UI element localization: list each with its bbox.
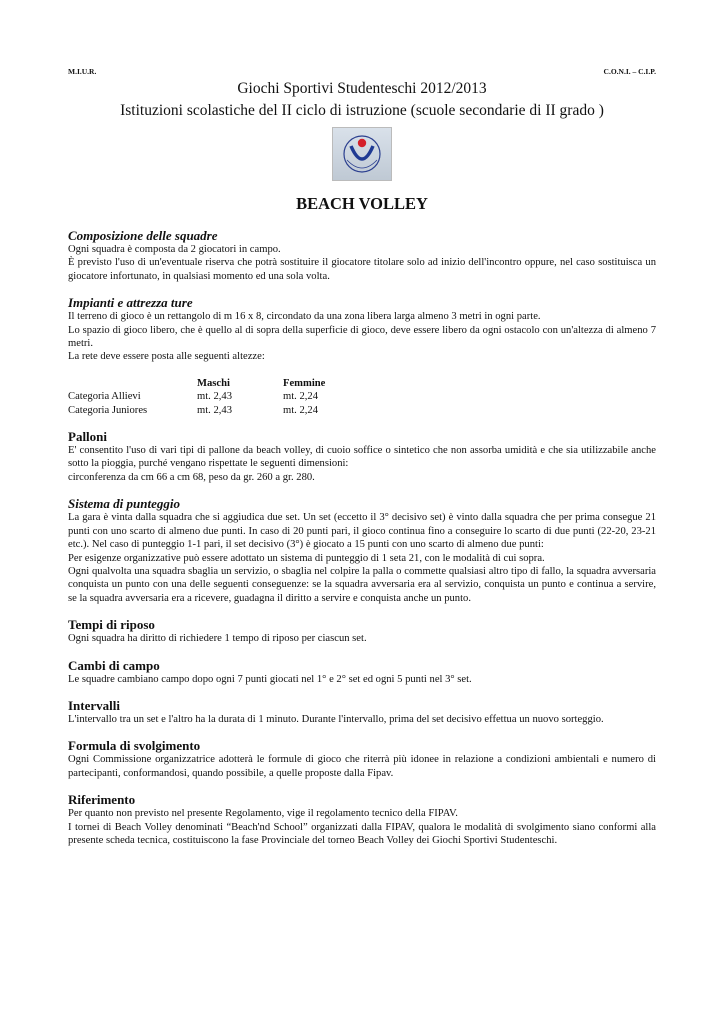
paragraph: Le squadre cambiano campo dopo ogni 7 punti giocati nel 1° e 2° set ed ogni 5 punti nel 3° set. [68, 673, 472, 685]
section-formula [68, 738, 656, 780]
paragraph: Ogni qualvolta una squadra sbaglia un servizio, o sbaglia nel colpire la palla o commette qualsiasi altro tipo di fallo, la squadra avversaria conquista un punto con una delle seguenti conseguenze: se la squadra avversaria era al servizio, conquista un punto e continua a servire, se la squadra avversaria era a ricevere, guadagna il diritto a servire e conquista anche un punto. [68, 565, 656, 604]
header-left: M.I.U.R. [68, 67, 97, 76]
paragraph: È previsto l'uso di un'eventuale riserva che potrà sostituire il giocatore titolare solo ad inizio dell'incontro oppure, nel caso sostituisca un giocatore infortunato, in qualsiasi momento ed una sola volta. [68, 257, 656, 282]
paragraph: Lo spazio di gioco libero, che è quello al di sopra della superficie di gioco, deve essere libero da ogni ostacolo con un'altezza di almeno 7 metri. [68, 324, 656, 350]
section-title: Composizione delle squadre [68, 228, 218, 243]
section-riferimento [68, 792, 656, 847]
section-title: Formula di svolgimento [68, 738, 201, 754]
table-cell: Categoria Allievi [68, 391, 141, 403]
paragraph: La rete deve essere posta alle seguenti altezze: [68, 351, 265, 363]
header-right: C.O.N.I. – C.I.P. [603, 67, 656, 76]
coni-volley-logo-icon [332, 127, 392, 181]
section-intervalli [68, 698, 656, 726]
section-punteggio [68, 496, 656, 605]
section-palloni [68, 429, 656, 484]
paragraph: Per esigenze organizzative può essere adottato un sistema di punteggio di 1 seta 21, con le modalità di cui sopra. [68, 552, 545, 564]
paragraph: La gara è vinta dalla squadra che si aggiudica due set. Un set (eccetto il 3° decisivo set) è vinto dalla squadra che per prima consegue 21 punti con uno scarto di almeno due punti. In caso di 20 punti pari, il gioco continua fino a conseguire lo scarto di due punti (22-20, 23-21 etc.). Nel caso di punteggio 1-1 pari, il set decisivo (3°) è giocato a 15 punti con uno scarto di almeno due punti: [68, 512, 656, 551]
section-impianti [68, 295, 656, 417]
table-cell: mt. 2,24 [283, 404, 319, 416]
paragraph: I tornei di Beach Volley denominati “Beach'nd School” organizzati dalla FIPAV, qualora le modalità di svolgimento siano conformi alla presente scheda tecnica, costituiscono la fase Provinciale del torneo Beach Volley dei Giochi Sportivi Studenteschi. [68, 821, 656, 846]
section-title: Impianti e attrezza ture [68, 295, 193, 311]
document-title: BEACH VOLLEY [296, 194, 428, 213]
table-cell: mt. 2,43 [197, 391, 233, 403]
section-title: Cambi di campo [68, 657, 160, 673]
title-line-1: Giochi Sportivi Studenteschi 2012/2013 [237, 80, 487, 97]
section-composizione [68, 228, 656, 283]
table-row [68, 404, 656, 417]
paragraph: Per quanto non previsto nel presente Regolamento, vige il regolamento tecnico della FIPAV. [68, 808, 458, 820]
header-row [68, 67, 656, 76]
section-title: Tempi di riposo [68, 617, 155, 633]
paragraph: Ogni squadra ha diritto di richiedere 1 tempo di riposo per ciascun set. [68, 633, 367, 645]
table-header-cell: Maschi [197, 377, 230, 389]
section-title: Intervalli [68, 697, 120, 713]
section-tempi-di-riposo [68, 617, 656, 645]
section-title: Riferimento [68, 792, 136, 808]
paragraph: Ogni Commissione organizzatrice adotterà le formule di gioco che riterrà più idonee in relazione a condizioni ambientali e numero di partecipanti, conformandosi, quando possibile, a quelle proposte dalla Fipav. [68, 754, 656, 779]
section-title: Palloni [68, 429, 108, 445]
paragraph: circonferenza da cm 66 a cm 68, peso da gr. 260 a gr. 280. [68, 471, 315, 483]
document-page [68, 60, 656, 847]
table-cell: mt. 2,43 [197, 404, 233, 416]
table-header-cell [68, 377, 197, 390]
title-line-2: Istituzioni scolastiche del II ciclo di istruzione (scuole secondarie di II grado ) [120, 102, 604, 119]
section-cambi-di-campo [68, 658, 656, 686]
paragraph: L'intervallo tra un set e l'altro ha la durata di 1 minuto. Durante l'intervallo, prima del set decisivo effettua un nuovo sorteggio. [68, 713, 604, 725]
table-header-cell: Femmine [283, 377, 326, 389]
paragraph: Il terreno di gioco è un rettangolo di m 16 x 8, circondato da una zona libera larga almeno 3 metri in ogni parte. [68, 311, 541, 323]
paragraph: Ogni squadra è composta da 2 giocatori in campo. [68, 244, 281, 255]
table-row [68, 390, 656, 403]
table-cell: mt. 2,24 [283, 391, 319, 403]
table-cell: Categoria Juniores [68, 404, 148, 416]
net-height-table [68, 377, 656, 417]
section-title: Sistema di punteggio [68, 496, 180, 512]
table-header-row [68, 377, 656, 390]
paragraph: E' consentito l'uso di vari tipi di pallone da beach volley, di cuoio soffice o sintetico che non assorba umidità e che sia utilizzabile anche sotto la pioggia, purché vengano rispettate le seguenti dimensioni: [68, 445, 656, 470]
